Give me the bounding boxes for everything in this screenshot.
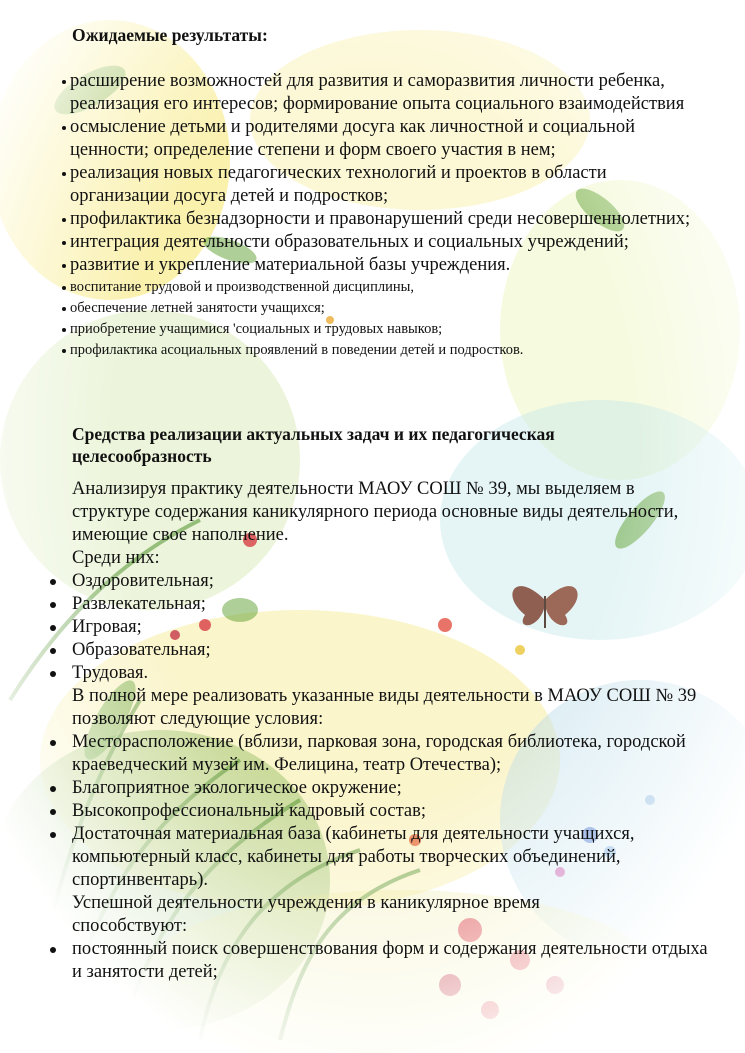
list-item: воспитание трудовой и производственной дисциплины, — [62, 277, 702, 298]
list-item: Достаточная материальная база (кабинеты для деятельности учащихся, компьютерный класс, кабинеты для работы творческих объединений, спортинвентарь). — [72, 823, 712, 892]
list-item: осмысление детьми и родителями досуга как личностной и социальной ценности; определение степени и форм своего участия в нем; — [62, 116, 702, 162]
list-item: Месторасположение (вблизи, парковая зона, городская библиотека, городской краеведческий музей им. Фелицина, театр Отечества); — [72, 731, 712, 777]
list-item: развитие и укрепление материальной базы учреждения. — [62, 254, 702, 277]
list-item: реализация новых педагогических технологий и проектов в области организации досуга детей и подростков; — [62, 162, 702, 208]
list-item: обеспечение летней занятости учащихся; — [62, 298, 702, 319]
list-item: интеграция деятельности образовательных и социальных учреждений; — [62, 231, 702, 254]
success-intro-paragraph: Успешной деятельности учреждения в каникулярное время способствуют: — [72, 893, 540, 936]
conditions-list — [72, 731, 712, 892]
list-item: Высокопрофессиональный кадровый состав; — [72, 800, 712, 823]
means-heading: Средства реализации актуальных задач и их педагогическая целесообразность — [72, 424, 555, 466]
expected-results-list — [62, 70, 702, 361]
success-factors-list — [72, 938, 712, 984]
list-item: Образовательная; — [72, 639, 214, 662]
list-item: Благоприятное экологическое окружение; — [72, 777, 712, 800]
activity-types-list — [72, 570, 214, 685]
list-item: профилактика асоциальных проявлений в поведении детей и подростков. — [62, 340, 702, 361]
list-item: Игровая; — [72, 616, 214, 639]
list-item: расширение возможностей для развития и саморазвития личности ребенка, реализация его интересов; формирование опыта социального взаимодействия — [62, 70, 702, 116]
list-item: приобретение учащимися 'социальных и трудовых навыков; — [62, 319, 702, 340]
conditions-intro-paragraph: В полной мере реализовать указанные виды деятельности в МАОУ СОШ № 39 позволяют следующие условия: — [72, 686, 697, 729]
list-item: профилактика безнадзорности и правонарушений среди несовершеннолетних; — [62, 208, 702, 231]
list-item: постоянный поиск совершенствования форм и содержания деятельности отдыха и занятости детей; — [72, 938, 712, 984]
means-intro-paragraph: Анализируя практику деятельности МАОУ СОШ № 39, мы выделяем в структуре содержания каникулярного периода основные виды деятельности, имеющие свое наполнение. — [72, 479, 679, 545]
list-item: Развлекательная; — [72, 593, 214, 616]
list-item: Трудовая. — [72, 662, 214, 685]
expected-results-heading: Ожидаемые результаты: — [72, 25, 268, 45]
among-them-label: Среди них: — [72, 548, 160, 568]
list-item: Оздоровительная; — [72, 571, 214, 591]
